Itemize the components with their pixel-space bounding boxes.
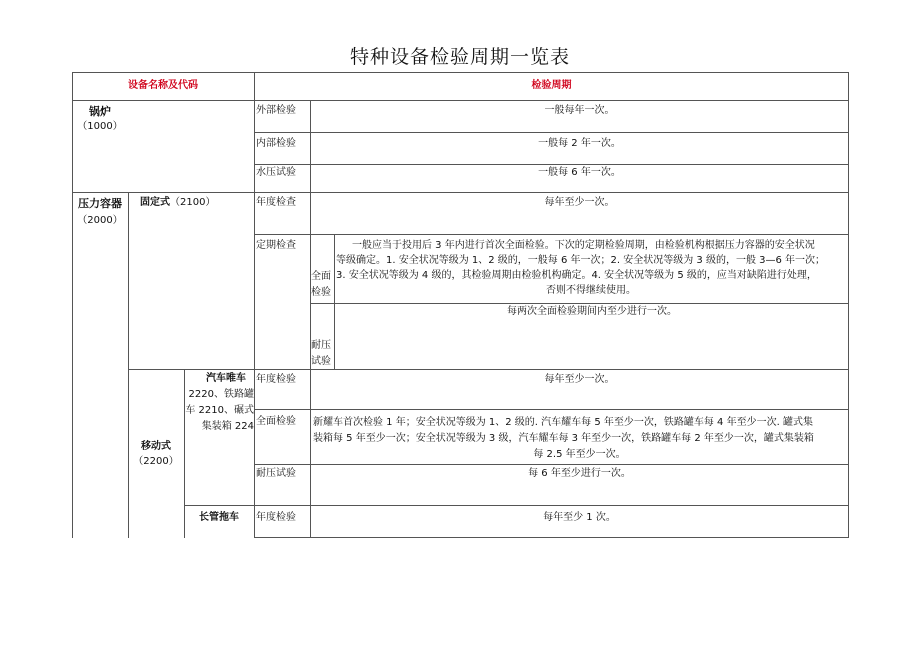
vehicles-annual-period: 每年至少一次。 bbox=[544, 374, 615, 385]
table-border-right bbox=[848, 72, 849, 538]
vehicles-label-line-4: 集装箱 224 bbox=[201, 421, 254, 432]
table-border-top bbox=[72, 72, 849, 73]
column-divider-category bbox=[128, 192, 129, 538]
fixed-name: 固定式 bbox=[140, 197, 170, 208]
pressure-test-period: 每两次全面检验期间内至少进行一次。 bbox=[507, 306, 677, 317]
vehicles-pressure-period: 每 6 年至少进行一次。 bbox=[528, 468, 631, 479]
header-period: 检验周期 bbox=[531, 80, 572, 91]
pressure-vessel-code: （2000） bbox=[77, 215, 123, 226]
vehicles-pressure-type: 耐压试验 bbox=[256, 468, 296, 479]
full-period-line-1: 一般应当于投用后 3 年内进行首次全面检验。下次的定期检验周期，由检验机构根据压力容器的安全状况 bbox=[352, 240, 815, 251]
vehicles-full-line-1: 新耀车首次检验 1 年；安全状况等级为 1、2 级的. 汽车耀车每 5 年至少一次，铁路罐车每 4 年至少一次. 罐式集 bbox=[313, 417, 813, 428]
boiler-row-3-period: 一般每 6 年一次。 bbox=[538, 167, 621, 178]
mobile-vehicles-label bbox=[184, 371, 254, 435]
full-period-line-2: 等级确定。1. 安全状况等级为 1、2 级的，一般每 6 年一次；2. 安全状况等级为 3 级的，一般 3—6 年一次； bbox=[336, 255, 826, 266]
vehicles-annual-type: 年度检验 bbox=[256, 374, 296, 385]
pressure-test-label: 耐压试验 bbox=[311, 340, 331, 367]
tube-trailer-annual-type: 年度检验 bbox=[256, 512, 296, 523]
vehicles-section-bottom bbox=[184, 505, 849, 506]
vehicles-label-line-1: 汽车唯车 bbox=[206, 373, 246, 384]
row-divider bbox=[254, 409, 849, 410]
header-equipment: 设备名称及代码 bbox=[128, 80, 198, 91]
fixed-annual-period: 每年至少一次。 bbox=[544, 197, 615, 208]
tube-trailer-annual-period: 每年至少 1 次。 bbox=[543, 512, 616, 523]
fixed-annual-type: 年度检查 bbox=[256, 197, 296, 208]
full-inspection-label: 全面检验 bbox=[311, 271, 331, 298]
vehicles-full-line-3: 每 2.5 年至少一次。 bbox=[533, 449, 626, 460]
table-bottom-right bbox=[254, 537, 849, 538]
boiler-code: （1000） bbox=[77, 121, 123, 132]
full-inspection-period bbox=[336, 238, 846, 298]
boiler-row-2-type: 内部检验 bbox=[256, 138, 296, 149]
vehicles-full-line-2: 装箱每 5 年至少一次；安全状况等级为 3 级，汽车耀车每 3 年至少一次，铁路罐车每 2 年至少一次，罐式集装箱 bbox=[313, 433, 814, 444]
vehicles-full-type: 全面检验 bbox=[256, 416, 296, 427]
full-period-line-4: 否则不得继续使用。 bbox=[546, 285, 636, 296]
fixed-label bbox=[140, 195, 215, 210]
vehicles-label-line-2: 2220、铁路罐 bbox=[188, 389, 254, 400]
column-divider-main bbox=[254, 72, 255, 538]
full-period-line-3: 3. 安全状况等级为 4 级的，其检验周期由检验机构确定。4. 安全状况等级为 5 级的，应当对缺陷进行处理， bbox=[336, 270, 817, 281]
mobile-code: （2200） bbox=[133, 456, 179, 467]
page-title: 特种设备检验周期一览表 bbox=[349, 46, 570, 68]
pressure-vessel-name: 压力容器 bbox=[78, 197, 122, 210]
vehicles-full-period bbox=[313, 415, 846, 463]
inspection-table bbox=[72, 72, 849, 538]
boiler-name: 锅炉 bbox=[89, 105, 111, 118]
fixed-code: （2100） bbox=[170, 197, 216, 208]
boiler-row-1-period: 一般每年一次。 bbox=[544, 105, 615, 116]
row-divider bbox=[254, 464, 849, 465]
boiler-row-1-type: 外部检验 bbox=[256, 105, 296, 116]
boiler-section-bottom bbox=[72, 192, 849, 193]
row-divider bbox=[254, 234, 849, 235]
sub-column-divider bbox=[334, 234, 335, 369]
vehicles-label-line-3: 车 2210、碾式 bbox=[185, 405, 254, 416]
table-border-left bbox=[72, 72, 73, 538]
boiler-row-2-period: 一般每 2 年一次。 bbox=[538, 138, 621, 149]
fixed-section-bottom bbox=[128, 369, 849, 370]
row-divider bbox=[254, 132, 849, 133]
boiler-row-3-type: 水压试验 bbox=[256, 167, 296, 178]
tube-trailer-name: 长管拖车 bbox=[199, 512, 239, 523]
header-divider bbox=[72, 100, 849, 101]
mobile-name: 移动式 bbox=[141, 441, 171, 452]
fixed-periodic-type: 定期检查 bbox=[256, 240, 296, 251]
